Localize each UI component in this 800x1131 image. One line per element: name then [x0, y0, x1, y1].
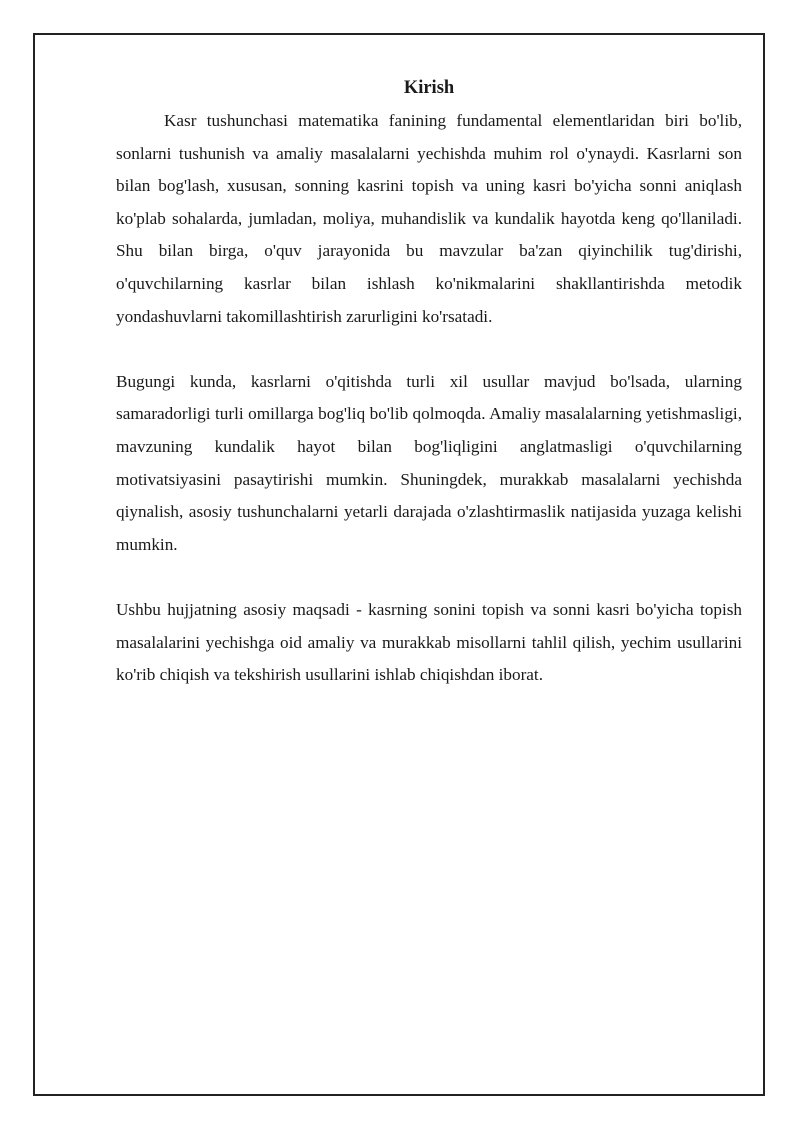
section-title: Kirish [403, 78, 455, 98]
paragraph-current-state: Bugungi kunda, kasrlarni o'qitishda turli xil usullar mavjud bo'lsada, ularning samaradorligi turli omillarga bog'liq bo'lib qolmoqda. Amaliy masalalarning yetishmasligi, mavzuning kundalik hayot bilan bog'liqligini anglatmasligi o'quvchilarning motivatsiyasini pasaytirishi mumkin. Shuningdek, murakkab masalalarni yechishda qiynalish, asosiy tushunchalarni yetarli darajada o'zlashtirmaslik natijasida yuzaga kelishi mumkin. [116, 371, 742, 554]
paragraph-intro: Kasr tushunchasi matematika fanining fundamental elementlaridan biri bo'lib, sonlarni tushunish va amaliy masalalarni yechishda muhim rol o'ynaydi. Kasrlarni son bilan bog'lash, xususan, sonning kasrini topish va uning kasri bo'yicha sonni aniqlash ko'plab sohalarda, jumladan, moliya, muhandislik va kundalik hayotda keng qo'llaniladi. Shu bilan birga, o'quv jarayonida bu mavzular ba'zan qiyinchilik tug'dirishi, o'quvchilarning kasrlar bilan ishlash ko'nikmalarini shakllantirishda metodik yondashuvlarni takomillashtirish zarurligini ko'rsatadi. [116, 111, 742, 326]
paragraph-spacer [116, 333, 742, 366]
document-body [116, 74, 742, 692]
paragraph-spacer [116, 561, 742, 594]
paragraph-goal: Ushbu hujjatning asosiy maqsadi - kasrning sonini topish va sonni kasri bo'yicha topish masalalarini yechishga oid amaliy va murakkab misollarni tahlil qilish, yechim usullarini ko'rib chiqish va tekshirish usullarini ishlab chiqishdan iborat. [116, 599, 742, 685]
